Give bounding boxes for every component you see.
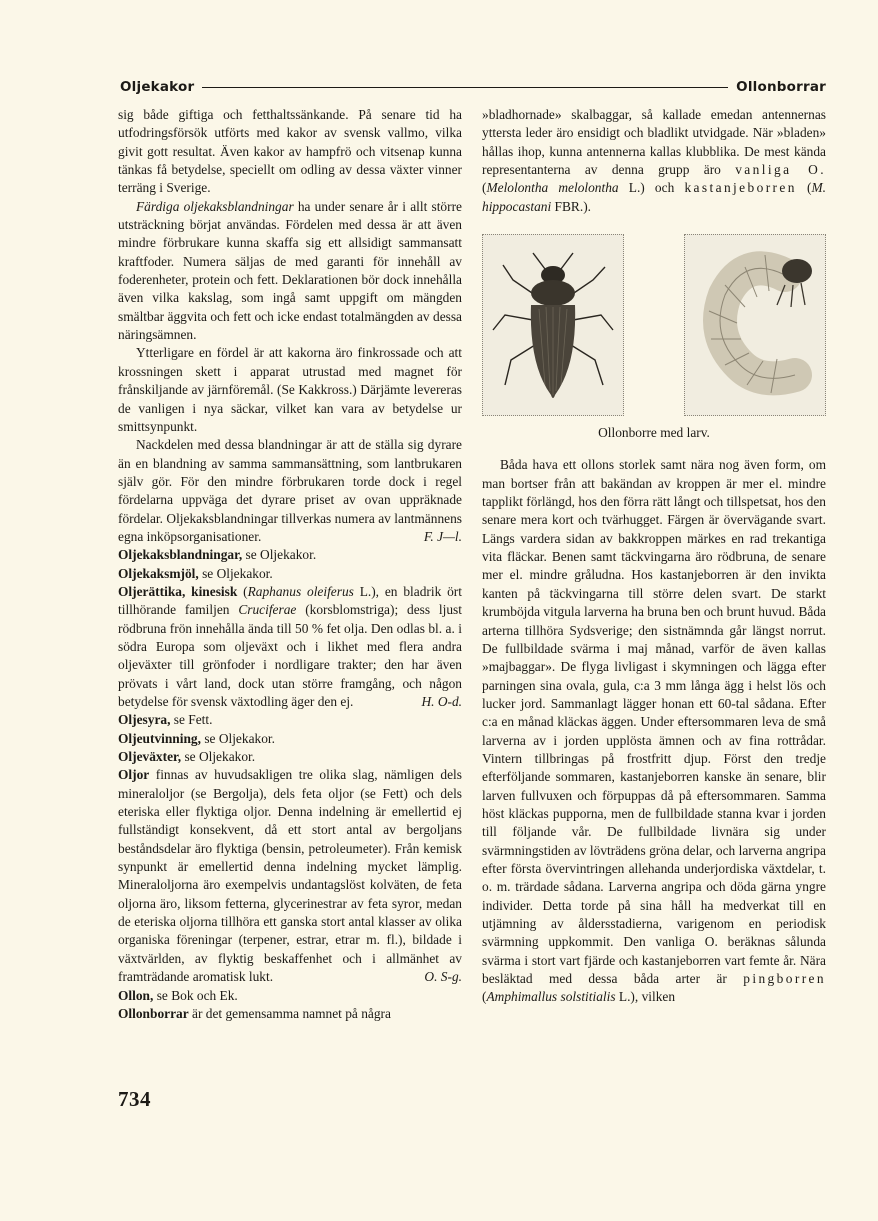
entry-oljerattika: Oljerättika, kinesisk (Raphanus oleiferus L.), en bladrik ört tillhörande familjen Cruciferae (korsblomstriga); dess ljust rödbruna frön innehålla ända till 50 % fet olja. Den odlas bl. a. i södra Europa som oljeväxt och i likhet med flera andra oljeväxter till grönfoder i nordligare trakter; den har även prövats i vårt land, dock utan större framgång, och någon betydelse för svensk växtodling äger den ej. H. O-d. — [118, 583, 462, 711]
header-right-title: Ollonborrar — [736, 79, 826, 95]
entry-oljekaksmjol: Oljekaksmjöl, se Oljekakor. — [118, 565, 273, 581]
larva-illustration-icon — [684, 234, 826, 416]
paragraph: Ytterligare en fördel är att kakorna äro finkrossade och att krossningen skett i apparat utrustad med magnet för frånskiljande av järnföremål. (Se Kakkross.) Därjämte levereras de vanligen i nya säckar, vilket kan vara av betydelse ur smittsynpunkt. — [118, 345, 462, 434]
running-header — [120, 76, 826, 98]
paragraph: Båda hava ett ollons storlek samt nära nog även form, om man bortser från att bakändan av kroppen är mer el. mindre tapplikt förlängd, hos den förra rätt långt och tillspetsat, hos den senare mera kort och tvärhugget. Färgen är övervägande svart. Längs vardera sidan av bakkroppen märkes en rad trekantiga vita fläckar. Benen samt täckvingarna äro rödbruna, de senare mer el. mindre gråludna. Hos kastanjeborren är den invikta kanten på täckvingarna till större delen svart. De starkt krumböjda vitgula larverna ha bruna ben och brunt huvud. Båda arterna tillhöra Sydsverige; den sistnämnda går längst norrut. De fullbildade svärma i maj månad, varför de även kallas »majbaggar». De flyga livligast i skymningen och lägga efter parningen sina ovala, gula, c:a 3 mm långa ägg i helst lös och lucker jord. Sammanlagt lägger honan ett 60-tal sådana. Efter c:a en månad kläckas äggen. Under eftersommaren leva de små larverna av i jorden upplösta ämnen och av fina rottrådar. Vintern tillbringas på frostfritt djup. Först den tredje efterföljande sommaren, kastanjeborren kanske än senare, blir larven fullvuxen och förpuppas då på eftersommaren. Samma höst kläckas pupporna, men de fullbildade stanna kvar i jorden till följande vår. De fullbildade livnära sig under svärmningstiden av lövträdens gröna delar, och larverna angripa efter första övervintringen allehanda underjordiska växtdelar, t. o. m. trärdade sådana. Larverna angripa och döda gärna yngre individer. Detta torde på sina håll ha medverkat till en utjämning av åldersstadierna, varigenom en periodisk svärmning uppkommit. Den vanliga O. beräknas sålunda svärma i stort vart fjärde och kastanjeborren vart femte år. Nära besläktad med dessa båda arter är pingborren (Amphimallus solstitialis L.), vilken — [482, 457, 826, 1005]
figure-caption: Ollonborre med larv. — [598, 425, 710, 441]
entry-ollon: Ollon, se Bok och Ek. — [118, 987, 238, 1003]
figure-pair — [482, 234, 826, 416]
paragraph: sig både giftiga och fetthaltssänkande. På senare tid ha utfodringsförsök utförts med kakor av svensk vallmo, vilka givit gott resultat. Även kakor av hampfrö och vitsenap kunna tänkas få betydelse, speciellt om odling av dessa växter vinner terräng i Sverige. — [118, 107, 462, 196]
beetle-drawing — [483, 235, 623, 415]
author-signature: F. J—l. — [423, 528, 462, 544]
right-column — [482, 106, 826, 1007]
entry-oljekaksblandningar: Oljekaksblandningar, se Oljekakor. — [118, 547, 317, 563]
header-left-title: Oljekakor — [120, 79, 195, 95]
paragraph: »bladhornade» skalbaggar, så kallade emedan antennernas yttersta leder äro ensidigt och bladlikt utvidgade. När »bladen» hållas ihop, kunna antennerna kallas klubblika. De mest kända representanterna av denna grupp äro vanliga O. (Melolontha melolontha L.) och kastanjeborren (M. hippocastani FBR.). — [482, 107, 826, 214]
entry-oljevaxter: Oljeväxter, se Oljekakor. — [118, 749, 256, 765]
author-signature: H. O-d. — [421, 694, 462, 709]
entry-oljor: Oljor finnas av huvudsakligen tre olika slag, nämligen dels mineraloljor (se Bergolja), dels feta oljor (se Fett) och dels eteriska eller flyktiga oljor. Denna indelning är emellertid ej fullständigt konsekvent, då ett stort antal av bergoljans beståndsdelar äro flyktiga (bensin, petroleumeter). Från kemisk synpunkt är emellertid denna indelning mycket lämplig. Mineraloljorna äro exempelvis undantagslöst kolväten, de feta oljorna äro, liksom fetterna, glycerinestrar av feta syror, medan de eteriska oljorna tillhöra ett ganska stort antal klasser av olika organiska föreningar (terpener, estrar, etrar m. fl.), bildade i växtvärlden, av flyktig beskaffenhet och i allmänhet av framträdande aromatisk lukt. O. S-g. — [118, 766, 462, 986]
beetle-illustration-icon — [482, 234, 624, 416]
paragraph: Färdiga oljekaksblandningar ha under senare år i allt större utsträckning börjat användas. Fördelen med dessa är att även mindre förbrukare kunna skaffa sig ett allsidigt sammansatt kraftfoder. Numera säljas de med garanti för innehåll av foderenheter, protein och fett. Deklarationen bör dock innehålla även vilka kakslag, som ingå samt uppgift om mängden smältbar äggvita och fett och icke endast totalmängden av dessa näringsämnen. — [118, 198, 462, 343]
entry-oljeutvinning: Oljeutvinning, se Oljekakor. — [118, 730, 275, 746]
author-signature: O. S-g. — [424, 969, 462, 985]
entry-oljesyra: Oljesyra, se Fett. — [118, 712, 213, 728]
entry-ollonborrar: Ollonborrar är det gemensamma namnet på några — [118, 1005, 391, 1021]
larva-drawing — [685, 235, 825, 415]
page-number: 734 — [118, 1087, 151, 1111]
header-rule — [202, 87, 728, 88]
left-column — [118, 106, 462, 1023]
paragraph: Nackdelen med dessa blandningar är att de ställa sig dyrare än en blandning av samma sammansättning, som lantbrukaren själv gör. För den mindre förbrukaren torde dock i regel fördelarna uppväga det dyrare priset av ovan uppräknade fördelar. Oljekaksblandningar tillverkas numera av lantmännens egna inköpsorganisationer. F. J—l. — [118, 436, 462, 546]
